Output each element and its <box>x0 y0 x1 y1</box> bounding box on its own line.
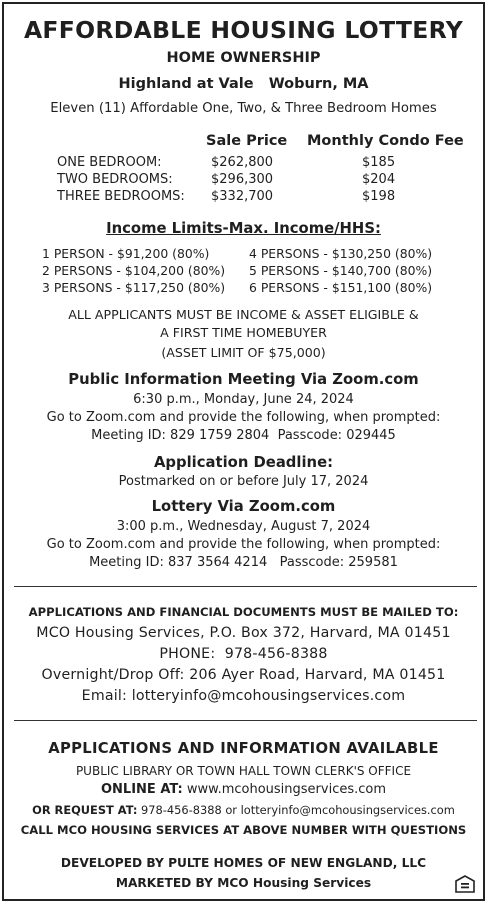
lottery-instructions: Go to Zoom.com and provide the following, when prompted: <box>46 537 441 552</box>
info-meeting-id: Meeting ID: 829 1759 2804 Passcode: 029445 <box>91 428 396 443</box>
request-contact: 978-456-8388 or lotteryinfo@mcohousingservices.com <box>137 803 455 817</box>
unit-type: THREE BEDROOMS: <box>57 189 185 204</box>
unit-fee: $198 <box>362 189 396 204</box>
online-line <box>0 782 487 797</box>
income-limit: 5 PERSONS - $140,700 (80%) <box>249 263 433 278</box>
availability-heading: APPLICATIONS AND INFORMATION AVAILABLE <box>48 740 439 757</box>
info-meeting-heading: Public Information Meeting Via Zoom.com <box>68 371 419 388</box>
info-meeting-instructions: Go to Zoom.com and provide the following, when prompted: <box>46 410 441 425</box>
mailing-heading: APPLICATIONS AND FINANCIAL DOCUMENTS MUST BE MAILED TO: <box>28 605 459 619</box>
mailing-address: MCO Housing Services, P.O. Box 372, Harvard, MA 01451 <box>36 625 451 641</box>
income-limit: 3 PERSONS - $117,250 (80%) <box>42 280 226 295</box>
marketer-line: MARKETED BY MCO Housing Services <box>115 876 372 890</box>
income-limits-title: Income Limits-Max. Income/HHS: <box>106 220 381 237</box>
request-line <box>0 803 487 817</box>
unit-fee: $185 <box>362 155 396 170</box>
mailing-email: Email: lotteryinfo@mcohousingservices.com <box>81 688 406 704</box>
asset-limit: (ASSET LIMIT OF $75,000) <box>161 345 326 360</box>
eligibility-line: A FIRST TIME HOMEBUYER <box>160 325 327 340</box>
unit-price: $332,700 <box>211 189 274 204</box>
availability-places: PUBLIC LIBRARY OR TOWN HALL TOWN CLERK'S OFFICE <box>75 764 412 778</box>
mailing-phone: PHONE: 978-456-8388 <box>159 646 328 662</box>
page-title: AFFORDABLE HOUSING LOTTERY <box>23 16 464 44</box>
info-meeting-time: 6:30 p.m., Monday, June 24, 2024 <box>133 392 354 407</box>
income-limit: 4 PERSONS - $130,250 (80%) <box>249 246 433 261</box>
deadline-text: Postmarked on or before July 17, 2024 <box>118 474 369 489</box>
location: Highland at Vale Woburn, MA <box>118 76 369 92</box>
divider <box>14 720 477 721</box>
income-limit: 1 PERSON - $91,200 (80%) <box>42 246 210 261</box>
condo-fee-header: Monthly Condo Fee <box>307 133 464 149</box>
equal-housing-opportunity-icon <box>455 875 475 893</box>
divider <box>14 586 477 587</box>
eligibility-line: ALL APPLICANTS MUST BE INCOME & ASSET ELIGIBLE & <box>68 307 419 322</box>
subtitle: HOME OWNERSHIP <box>166 50 321 66</box>
unit-fee: $204 <box>362 172 396 187</box>
developer-line: DEVELOPED BY PULTE HOMES OF NEW ENGLAND, LLC <box>60 856 427 870</box>
online-label: ONLINE AT: <box>100 782 183 797</box>
lottery-time: 3:00 p.m., Wednesday, August 7, 2024 <box>116 519 371 534</box>
sale-price-header: Sale Price <box>206 133 288 149</box>
unit-price: $296,300 <box>211 172 274 187</box>
description: Eleven (11) Affordable One, Two, & Three Bedroom Homes <box>50 101 437 116</box>
unit-type: TWO BEDROOMS: <box>57 172 173 187</box>
call-line: CALL MCO HOUSING SERVICES AT ABOVE NUMBER WITH QUESTIONS <box>20 823 467 837</box>
lottery-meeting-id: Meeting ID: 837 3564 4214 Passcode: 259581 <box>89 555 398 570</box>
online-url: www.mcohousingservices.com <box>182 782 387 797</box>
dropoff-address: Overnight/Drop Off: 206 Ayer Road, Harvard, MA 01451 <box>41 667 446 683</box>
deadline-heading: Application Deadline: <box>153 454 334 471</box>
unit-price: $262,800 <box>211 155 274 170</box>
unit-type: ONE BEDROOM: <box>57 155 162 170</box>
lottery-heading: Lottery Via Zoom.com <box>151 498 336 515</box>
income-limit: 6 PERSONS - $151,100 (80%) <box>249 280 433 295</box>
income-limit: 2 PERSONS - $104,200 (80%) <box>42 263 226 278</box>
request-label: OR REQUEST AT: <box>32 803 138 817</box>
